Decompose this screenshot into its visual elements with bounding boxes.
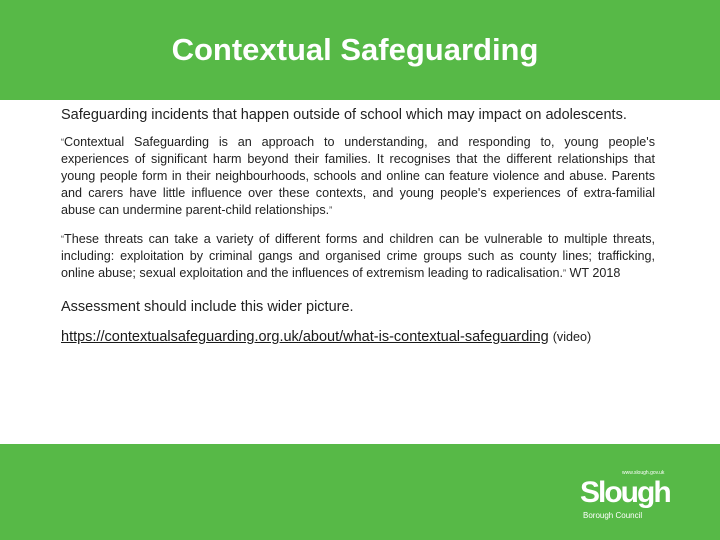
open-quote-mark: “ — [61, 234, 64, 244]
quote-citation: WT 2018 — [569, 266, 621, 280]
slide-content — [61, 106, 655, 346]
contextual-safeguarding-link[interactable]: https://contextualsafeguarding.org.uk/about/what-is-contextual-safeguarding — [61, 329, 549, 345]
link-row — [61, 328, 655, 346]
logo-wordmark: Slough — [580, 476, 670, 509]
intro-text: Safeguarding incidents that happen outside of school which may impact on adolescents. — [61, 107, 627, 123]
quote-threats — [61, 231, 655, 282]
slide-title: Contextual Safeguarding — [171, 32, 539, 67]
quote-text: These threats can take a variety of different forms and children can be vulnerable to multiple threats, including: exploitation by criminal gangs and organised crime groups such as county lines; trafficking, online abuse; sexual exploitation and the influences of extremism leading to radicalisation. — [61, 232, 655, 280]
quote-contextual-safeguarding — [61, 134, 655, 219]
logo-subtitle: Borough Council — [583, 511, 643, 520]
quote-text: Contextual Safeguarding is an approach to understanding, and responding to, young people's experiences of significant harm beyond their families. It recognises that the different relationships that young people form in their neighbourhoods, schools and online can feature violence and abuse. Parents and carers have little influence over these contexts, and young people's experiences of extra-familial abuse can undermine parent-child relationships. — [61, 135, 655, 217]
close-quote-mark: ” — [562, 268, 566, 278]
slough-borough-council-logo — [580, 470, 692, 526]
assessment-text: Assessment should include this wider picture. — [61, 299, 354, 315]
logo-url: www.slough.gov.uk — [622, 470, 665, 476]
link-suffix: (video) — [552, 330, 592, 344]
open-quote-mark: “ — [61, 137, 64, 147]
close-quote-mark: ” — [329, 205, 333, 215]
